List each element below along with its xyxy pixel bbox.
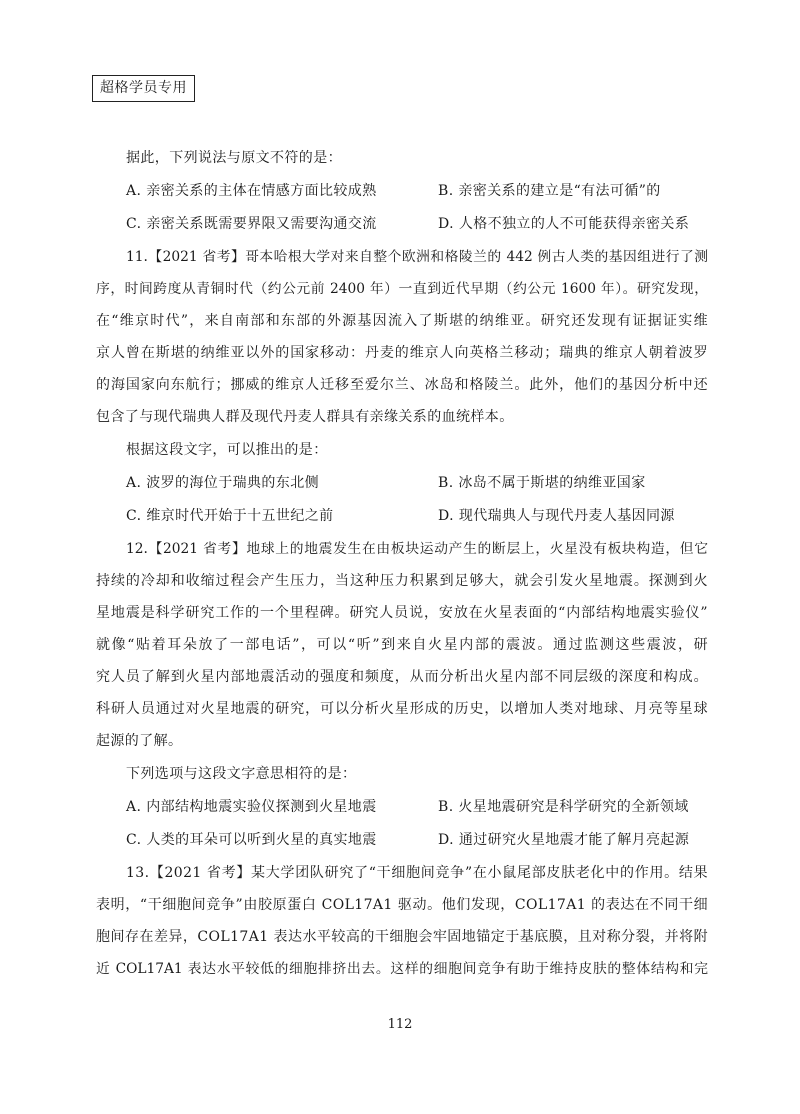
- q12-line-2: 持续的冷却和收缩过程会产生压力，当这种压力积累到足够大，就会引发火星地震。探测到火: [96, 573, 708, 589]
- q11-line-4: 京人曾在斯堪的纳维亚以外的国家移动：丹麦的维京人向英格兰移动；瑞典的维京人朝着波罗: [96, 345, 708, 361]
- q11-line-5: 的海国家向东航行；挪威的维京人迁移至爱尔兰、冰岛和格陵兰。此外，他们的基因分析中还: [96, 377, 708, 393]
- q10-option-b: B. 亲密关系的建立是“有法可循”的: [438, 183, 661, 199]
- q10-option-c: C. 亲密关系既需要界限又需要沟通交流: [126, 216, 377, 232]
- q11-line-6: 包含了与现代瑞典人群及现代丹麦人群具有亲缘关系的血统样本。: [96, 409, 514, 425]
- q11-option-b: B. 冰岛不属于斯堪的纳维亚国家: [438, 475, 646, 491]
- q10-option-d: D. 人格不独立的人不可能获得亲密关系: [438, 216, 690, 232]
- q12-line-1: 12.【2021 省考】地球上的地震发生在由板块运动产生的断层上，火星没有板块构造，但它: [126, 541, 708, 557]
- q12-option-b: B. 火星地震研究是科学研究的全新领域: [438, 799, 689, 815]
- q11-option-a: A. 波罗的海位于瑞典的东北侧: [126, 475, 320, 491]
- page-number: 112: [387, 1017, 413, 1032]
- q10-stem: 据此，下列说法与原文不符的是：: [126, 150, 342, 166]
- q12-stem: 下列选项与这段文字意思相符的是：: [126, 766, 357, 782]
- q13-line-1: 13.【2021 省考】某大学团队研究了“干细胞间竞争”在小鼠尾部皮肤老化中的作用。结果: [126, 865, 708, 881]
- q12-option-d: D. 通过研究火星地震才能了解月亮起源: [438, 832, 690, 848]
- q12-line-3: 星地震是科学研究工作的一个里程碑。研究人员说，安放在火星表面的“内部结构地震实验仪”: [96, 605, 708, 621]
- q13-line-4: 近 COL17A1 表达水平较低的细胞排挤出去。这样的细胞间竞争有助于维持皮肤的整体结构和完: [96, 961, 708, 977]
- q12-option-c: C. 人类的耳朵可以听到火星的真实地震: [126, 832, 377, 848]
- q11-option-d: D. 现代瑞典人与现代丹麦人基因同源: [438, 508, 675, 524]
- q13-line-3: 胞间存在差异，COL17A1 表达水平较高的干细胞会牢固地锚定于基底膜，且对称分裂，并将附: [96, 929, 708, 945]
- q12-line-6: 科研人员通过对火星地震的研究，可以分析火星形成的历史，以增加人类对地球、月亮等星球: [96, 701, 708, 717]
- q12-line-5: 究人员了解到火星内部地震活动的强度和频度，从而分析出火星内部不同层级的深度和构成。: [96, 669, 708, 685]
- student-only-badge: 超格学员专用: [92, 75, 195, 102]
- q11-stem: 根据这段文字，可以推出的是：: [126, 442, 328, 458]
- q12-option-a: A. 内部结构地震实验仪探测到火星地震: [126, 799, 377, 815]
- q10-option-a: A. 亲密关系的主体在情感方面比较成熟: [126, 183, 377, 199]
- q11-option-c: C. 维京时代开始于十五世纪之前: [126, 508, 334, 524]
- q13-line-2: 表明，“干细胞间竞争”由胶原蛋白 COL17A1 驱动。他们发现，COL17A1 的表达在不同干细: [96, 897, 708, 913]
- q12-line-7: 起源的了解。: [96, 733, 183, 749]
- q11-line-2: 序，时间跨度从青铜时代（约公元前 2400 年）一直到近代早期（约公元 1600 年）。研究发现，: [96, 281, 708, 297]
- q11-line-3: 在“维京时代”，来自南部和东部的外源基因流入了斯堪的纳维亚。研究还发现有证据证实维: [96, 313, 708, 329]
- q11-line-1: 11.【2021 省考】哥本哈根大学对来自整个欧洲和格陵兰的 442 例古人类的基因组进行了测: [126, 249, 708, 265]
- q12-line-4: 就像“贴着耳朵放了一部电话”，可以“听”到来自火星内部的震波。通过监测这些震波，研: [96, 637, 708, 653]
